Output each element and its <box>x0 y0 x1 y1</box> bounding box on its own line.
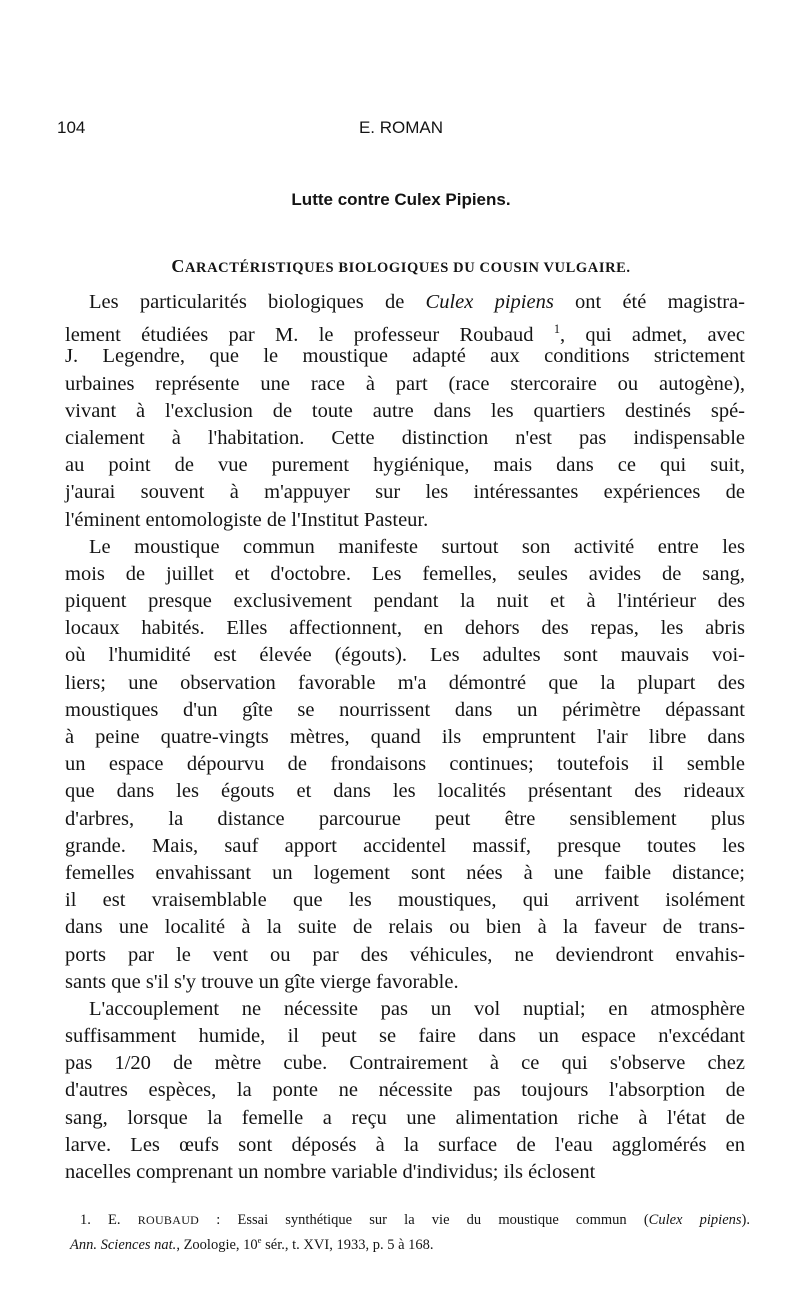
text-run: nacelles comprenant un nombre variable d'individus; ils éclosent <box>65 1161 596 1183</box>
text-line <box>65 343 745 370</box>
text-run: lement étudiées par M. le professeur Roubaud <box>65 324 554 347</box>
text-line <box>65 724 745 751</box>
italic-text: Ann. Sciences nat. <box>70 1236 177 1253</box>
text-line <box>65 833 745 860</box>
superscript: e <box>257 1235 262 1245</box>
text-line <box>65 425 745 452</box>
running-title: E. ROMAN <box>358 118 444 137</box>
footnotes <box>70 1210 750 1255</box>
text-line <box>65 1050 745 1077</box>
text-line <box>65 398 745 425</box>
text-run: vivant à l'exclusion de toute autre dans les quartiers destinés spé- <box>65 399 745 422</box>
text-line <box>65 860 745 887</box>
text-run: Les particularités biologiques de <box>89 291 426 313</box>
text-run: moustiques d'un gîte se nourrissent dans un périmètre dépassant <box>65 698 745 721</box>
footnote-line <box>70 1230 750 1255</box>
text-run: sants que s'il s'y trouve un gîte vierge favorable. <box>65 970 459 993</box>
text-run: sér., t. XVI, 1933, p. 5 à 168. <box>261 1236 434 1253</box>
text-line <box>65 452 745 479</box>
small-caps-text: ROUBAUD <box>137 1213 200 1227</box>
text-line <box>65 479 745 506</box>
text-run: d'arbres, la distance parcourue peut être sensiblement plus <box>65 807 745 830</box>
text-run: sang, lorsque la femelle a reçu une alimentation riche à l'état de <box>65 1106 745 1129</box>
text-run: j'aurai souvent à m'appuyer sur les intéressantes expériences de <box>65 481 745 504</box>
text-run: , Zoologie, 10 <box>176 1236 258 1253</box>
text-line <box>65 642 745 669</box>
text-line <box>65 969 745 996</box>
section-title: Lutte contre Culex Pipiens. <box>291 190 511 209</box>
text-line <box>65 1132 745 1159</box>
text-run: pas 1/20 de mètre cube. Contrairement à ce qui s'observe chez <box>65 1052 745 1075</box>
text-run: Le moustique commun manifeste surtout son activité entre les <box>89 535 745 558</box>
text-run: , qui admet, avec <box>559 324 745 347</box>
text-line <box>65 778 745 805</box>
running-head <box>57 118 745 146</box>
text-line <box>65 806 745 833</box>
text-line <box>65 697 745 724</box>
text-run: où l'humidité est élevée (égouts). Les adultes sont mauvais voi- <box>65 644 745 667</box>
text-run: que dans les égouts et dans les localités présentant des rideaux <box>65 780 745 803</box>
body-text <box>65 289 745 1186</box>
paragraph <box>65 996 745 1186</box>
text-run: femelles envahissant un logement sont nées à une faible distance; <box>65 861 745 884</box>
text-run: au point de vue purement hygiénique, mais dans ce qui suit, <box>65 454 745 477</box>
text-run: d'autres espèces, la ponte ne nécessite pas toujours l'absorption de <box>65 1079 745 1102</box>
superscript: 1 <box>553 322 560 337</box>
text-line <box>65 289 745 316</box>
text-run: L'accouplement ne nécessite pas un vol nuptial; en atmosphère <box>89 997 745 1020</box>
page-number: 104 <box>57 118 86 137</box>
text-line <box>65 507 745 534</box>
text-line <box>65 615 745 642</box>
text-run: locaux habités. Elles affectionnent, en dehors des repas, les abris <box>65 617 745 640</box>
text-line <box>65 1159 745 1186</box>
text-run: dans une localité à la suite de relais ou bien à la faveur de trans- <box>65 916 745 939</box>
text-run: suffisamment humide, il peut se faire dans un espace n'excédant <box>65 1025 745 1048</box>
text-line <box>65 1023 745 1050</box>
text-run: il est vraisemblable que les moustiques, qui arrivent isolément <box>65 889 745 912</box>
text-run: : Essai synthétique sur la vie du moustique commun ( <box>199 1212 649 1228</box>
text-run: liers; une observation favorable m'a démontré que la plupart des <box>65 671 745 694</box>
text-line <box>65 914 745 941</box>
text-line <box>65 316 745 347</box>
paragraph <box>65 534 745 996</box>
footnote <box>70 1210 750 1255</box>
text-line <box>65 996 745 1023</box>
italic-text: Culex pipiens <box>425 291 554 313</box>
text-run: urbaines représente une race à part (race stercoraire ou autogène), <box>65 372 745 395</box>
text-run: cialement à l'habitation. Cette distinction n'est pas indispensable <box>65 426 745 449</box>
text-line <box>65 670 745 697</box>
text-line <box>65 588 745 615</box>
subsection-title <box>57 256 745 277</box>
text-line <box>65 1077 745 1104</box>
italic-text: Culex pipiens <box>648 1212 742 1228</box>
text-run: mois de juillet et d'octobre. Les femelles, seules avides de sang, <box>65 562 745 585</box>
text-line <box>65 942 745 969</box>
text-run: J. Legendre, que le moustique adapté aux conditions strictement <box>65 345 745 368</box>
text-line <box>65 751 745 778</box>
subsection-rest: ARACTÉRISTIQUES BIOLOGIQUES DU COUSIN VULGAIRE. <box>184 260 631 276</box>
text-run: piquent presque exclusivement pendant la nuit et à l'intérieur des <box>65 590 745 613</box>
text-line <box>65 371 745 398</box>
text-run: ports par le vent ou par des véhicules, ne deviendront envahis- <box>65 943 745 966</box>
text-run: l'éminent entomologiste de l'Institut Pasteur. <box>65 508 429 531</box>
text-run: larve. Les œufs sont déposés à la surface de l'eau agglomérés en <box>65 1133 745 1156</box>
text-line <box>65 887 745 914</box>
text-line <box>65 534 745 561</box>
text-line <box>65 1105 745 1132</box>
text-run: à peine quatre-vingts mètres, quand ils empruntent l'air libre dans <box>65 726 745 748</box>
paragraph <box>65 289 745 534</box>
text-run: ). <box>741 1212 750 1228</box>
footnote-line <box>80 1210 750 1230</box>
text-run: un espace dépourvu de frondaisons continues; toutefois il semble <box>65 753 745 776</box>
text-line <box>65 561 745 588</box>
subsection-initial: C <box>171 256 185 276</box>
text-run: ont été magistra- <box>553 291 745 313</box>
text-run: 1. E. <box>80 1212 138 1228</box>
text-run: grande. Mais, sauf apport accidentel massif, presque toutes les <box>65 834 745 857</box>
